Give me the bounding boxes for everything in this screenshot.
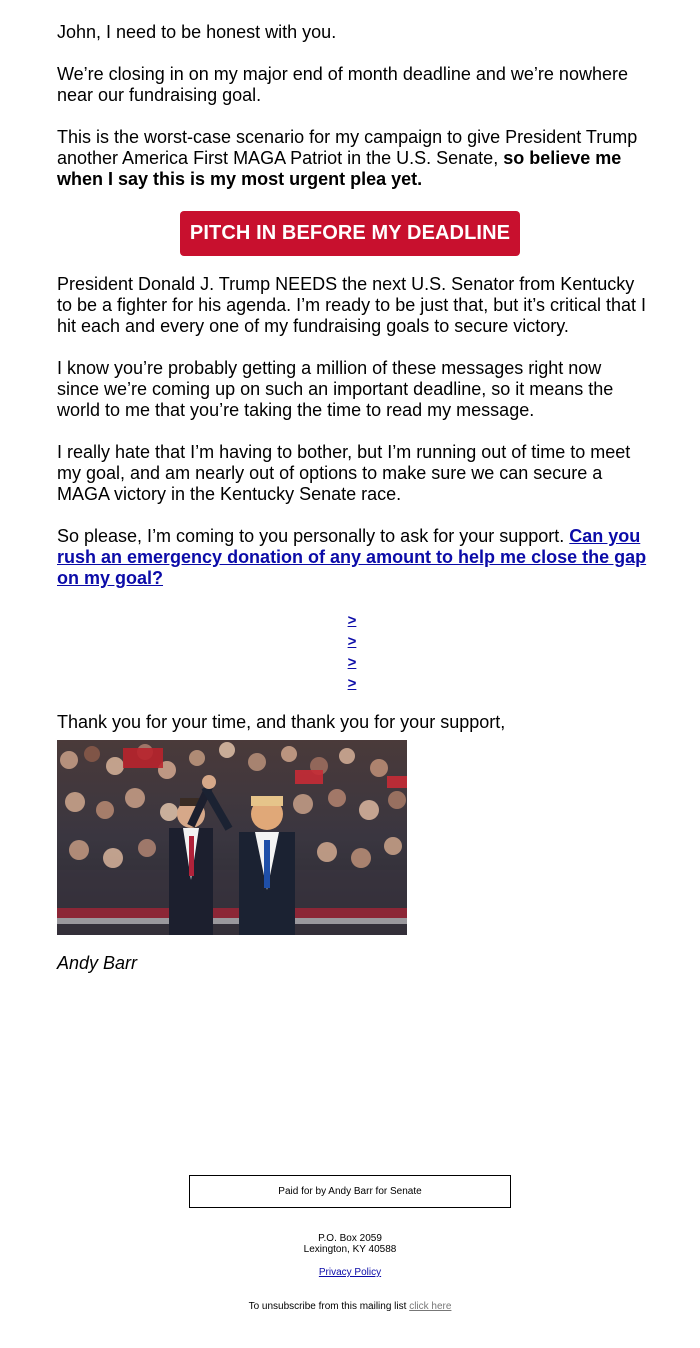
arrow-links bbox=[57, 610, 647, 694]
emergency-donation-link[interactable]: Can you rush an emergency donation of any amount to help me close the gap on my goal? bbox=[57, 526, 647, 588]
unsubscribe-text: To unsubscribe from this mailing list bbox=[248, 1301, 410, 1312]
email-body bbox=[57, 22, 647, 754]
rally-photo-illustration bbox=[57, 740, 407, 935]
cta-container bbox=[57, 211, 647, 265]
address-line-2: Lexington, KY 40588 bbox=[303, 1244, 397, 1255]
pitch-in-button[interactable]: PITCH IN BEFORE MY DEADLINE bbox=[180, 211, 520, 256]
unsubscribe-section bbox=[150, 1301, 550, 1312]
signature: Andy Barr bbox=[57, 953, 138, 973]
rally-photo bbox=[57, 740, 407, 935]
urgent-plea-text: so believe me when I say this is my most urgent plea yet. bbox=[57, 148, 622, 189]
support-ask-text: So please, I’m coming to you personally to ask for your support. bbox=[57, 526, 570, 546]
arrow-link-1[interactable]: > bbox=[347, 612, 357, 629]
paragraph-million-messages: I know you’re probably getting a million of these messages right now since we’re coming up on such an important deadline, so it means the world to me that you’re taking the time to read my message. bbox=[57, 358, 614, 420]
privacy-policy-link[interactable]: Privacy Policy bbox=[318, 1267, 382, 1278]
unsubscribe-link[interactable]: click here bbox=[409, 1301, 452, 1312]
paragraph-deadline: We’re closing in on my major end of month deadline and we’re nowhere near our fundraising goal. bbox=[57, 64, 628, 105]
paragraph-worst-case bbox=[57, 127, 647, 190]
address-line-1: P.O. Box 2059 bbox=[318, 1233, 382, 1244]
closing-text: Thank you for your time, and thank you for your support, bbox=[57, 712, 506, 732]
paragraph-support-ask bbox=[57, 526, 647, 589]
privacy-section bbox=[200, 1267, 500, 1278]
paid-for-disclaimer: Paid for by Andy Barr for Senate bbox=[189, 1175, 511, 1208]
paragraph-trump-needs: President Donald J. Trump NEEDS the next U.S. Senator from Kentucky to be a fighter for his agenda. I’m ready to be just that, but it’s critical that I hit each and every one of my fundraising goals to secure victory. bbox=[57, 274, 646, 336]
arrow-link-2[interactable]: > bbox=[347, 633, 357, 650]
paragraph-hate-to-bother: I really hate that I’m having to bother, but I’m running out of time to meet my goal, and am nearly out of options to make sure we can secure a MAGA victory in the Kentucky Senate race. bbox=[57, 442, 631, 504]
paragraph-worst-case-text: This is the worst-case scenario for my campaign to give President Trump another America First MAGA Patriot in the U.S. Senate, bbox=[57, 127, 638, 168]
greeting-text: John, I need to be honest with you. bbox=[57, 22, 337, 42]
mailing-address bbox=[200, 1233, 500, 1255]
arrow-link-4[interactable]: > bbox=[347, 675, 357, 692]
arrow-link-3[interactable]: > bbox=[347, 654, 357, 671]
